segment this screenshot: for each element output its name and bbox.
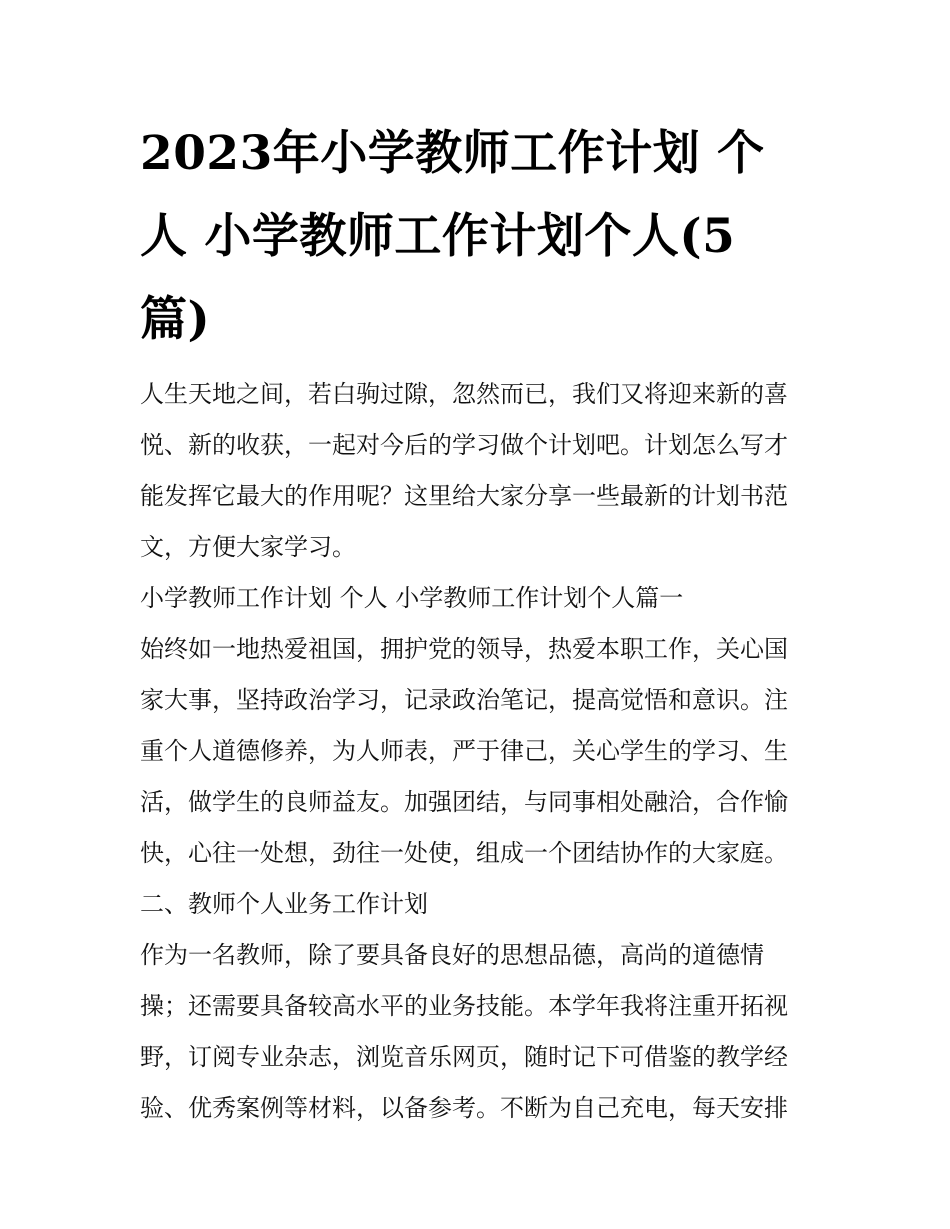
text-line: 验、优秀案例等材料，以备参考。不断为自己充电，每天安排 (140, 1094, 788, 1122)
text-line: 重个人道德修养，为人师表，严于律己，关心学生的学习、生 (140, 737, 788, 765)
section-heading (140, 879, 815, 930)
text-line: 操；还需要具备较高水平的业务技能。本学年我将注重开拓视 (140, 992, 788, 1020)
body-paragraph (140, 624, 815, 879)
intro-paragraph (140, 369, 815, 573)
title-line: 2023年小学教师工作计划 个 (140, 126, 765, 181)
text-line: 二、教师个人业务工作计划 (140, 890, 428, 918)
text-line: 快，心往一处想，劲往一处使，组成一个团结协作的大家庭。 (140, 839, 788, 867)
text-line: 家大事，坚持政治学习，记录政治笔记，提高觉悟和意识。注 (140, 686, 788, 714)
text-line: 野，订阅专业杂志，浏览音乐网页，随时记下可借鉴的教学经 (140, 1043, 788, 1071)
title-line: 篇) (140, 292, 211, 347)
text-line: 小学教师工作计划 个人 小学教师工作计划个人篇一 (140, 584, 684, 612)
text-line: 活，做学生的良师益友。加强团结，与同事相处融洽，合作愉 (140, 788, 788, 816)
document-title (140, 112, 815, 361)
document-content (140, 112, 815, 1134)
title-line: 人 小学教师工作计划个人(5 (140, 209, 736, 264)
text-line: 文，方便大家学习。 (140, 533, 356, 561)
text-line: 始终如一地热爱祖国，拥护党的领导，热爱本职工作，关心国 (140, 635, 788, 663)
text-line: 悦、新的收获，一起对今后的学习做个计划吧。计划怎么写才 (140, 431, 788, 459)
body-paragraph (140, 930, 815, 1134)
document-body (140, 369, 815, 1134)
text-line: 能发挥它最大的作用呢？这里给大家分享一些最新的计划书范 (140, 482, 788, 510)
section-heading (140, 573, 815, 624)
text-line: 作为一名教师，除了要具备良好的思想品德，高尚的道德情 (140, 941, 764, 969)
text-line: 人生天地之间，若白驹过隙，忽然而已，我们又将迎来新的喜 (140, 380, 788, 408)
